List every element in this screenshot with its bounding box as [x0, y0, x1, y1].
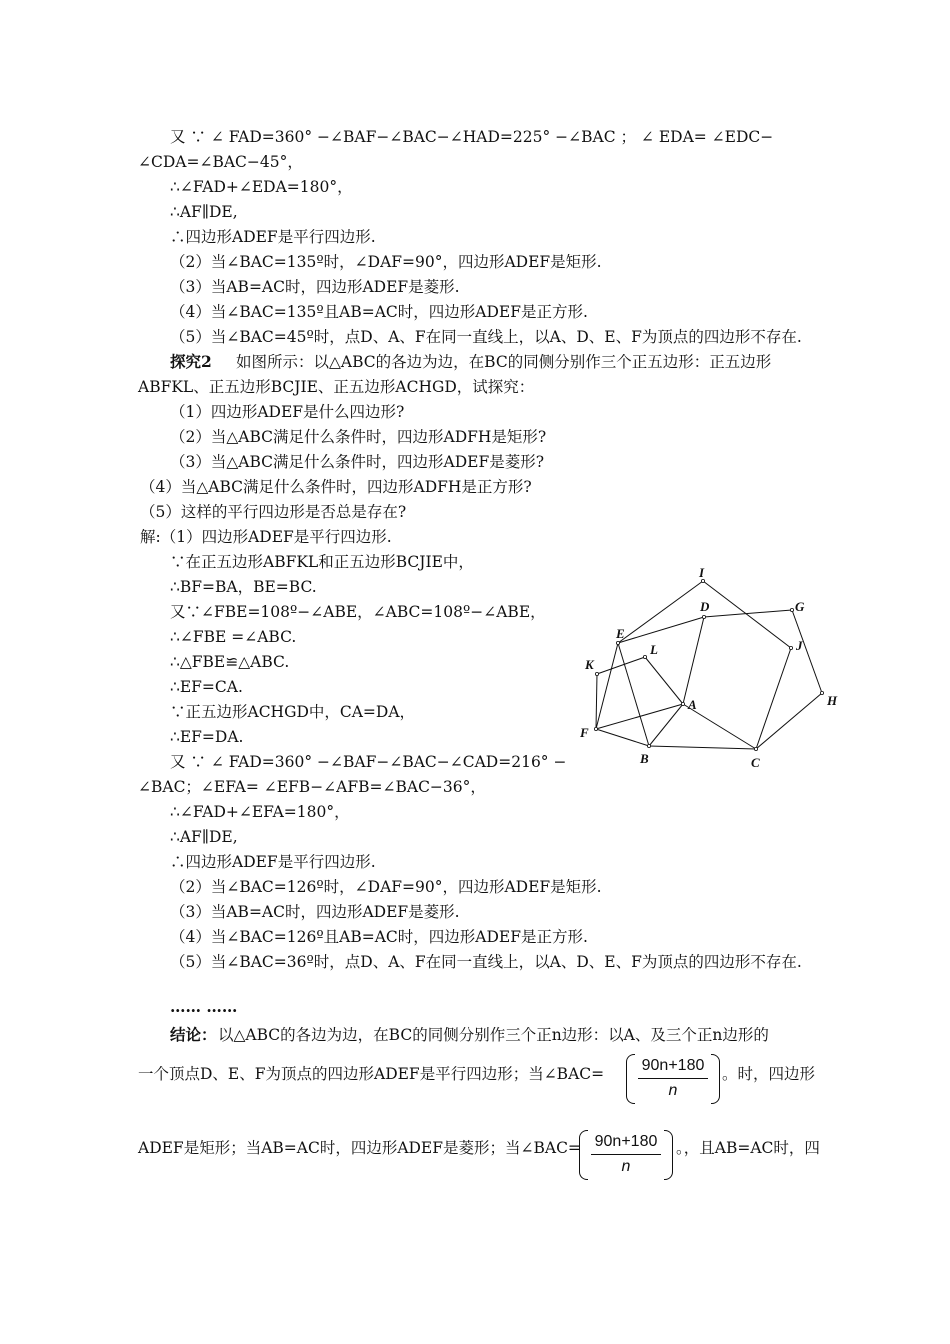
segment-DA: [683, 617, 704, 704]
solution-line-2: ∵在正五边形ABFKL和正五边形BCJIE中，: [170, 553, 474, 571]
fraction-denominator: n: [621, 1158, 631, 1175]
solution-line-9: ∴EF=DA.: [170, 728, 244, 746]
proof-line-2: ∠CDA=∠BAC−45°，: [138, 153, 303, 171]
fraction-bar: [638, 1078, 708, 1079]
solution-line-10: 又 ∵ ∠ FAD=360° −∠BAF−∠BAC−∠CAD=216° −: [170, 753, 567, 771]
segment-EF: [596, 643, 618, 729]
question-2: （2）当△ABC满足什么条件时，四边形ADFH是矩形?: [170, 428, 547, 446]
label-G: G: [795, 599, 805, 614]
right-paren: [664, 1130, 673, 1180]
segment-LA: [645, 657, 683, 704]
answer-2: （2）当∠BAC=135º时，∠DAF=90°，四边形ADEF是矩形.: [170, 253, 602, 271]
solution-answer-2: （2）当∠BAC=126º时，∠DAF=90°，四边形ADEF是矩形.: [170, 878, 602, 896]
solution-line-6: ∴△FBE≌△ABC.: [170, 653, 290, 671]
fraction-numerator: 90n+180: [641, 1057, 705, 1074]
solution-line-7: ∴EF=CA.: [170, 678, 243, 696]
label-F: F: [580, 725, 589, 740]
label-B: B: [640, 751, 649, 766]
conclusion-line-2-tail: 。时，四边形: [722, 1065, 816, 1083]
solution-answer-3: （3）当AB=AC时，四边形ADEF是菱形.: [170, 903, 460, 921]
label-H: H: [827, 693, 838, 708]
question-1: （1）四边形ADEF是什么四边形?: [170, 403, 405, 421]
conclusion-line-3-tail: 。，且AB=AC时，四: [676, 1139, 820, 1157]
conclusion-label: 结论：: [170, 1025, 217, 1044]
solution-line-3: ∴BF=BA，BE=BC.: [170, 578, 317, 596]
point-D: [702, 615, 705, 618]
conclusion-line-2: 一个顶点D、E、F为顶点的四边形ADEF是平行四边形；当∠BAC=: [138, 1065, 605, 1083]
segment-GD: [704, 610, 792, 617]
solution-line-13: ∴AF∥DE,: [170, 828, 238, 846]
fraction-2: [579, 1130, 673, 1178]
solution-line-12: ∴∠FAD+∠EFA=180°，: [170, 803, 350, 821]
solution-line-5: ∴∠FBE =∠ABC.: [170, 628, 297, 646]
conclusion-line-1: 以△ABC的各边为边，在BC的同侧分别作三个正n边形：以A、及三个正n边形的: [218, 1026, 769, 1044]
segment-KL: [597, 657, 645, 674]
solution-line-11: ∠BAC；∠EFA= ∠EFB−∠AFB=∠BAC−36°，: [138, 778, 486, 796]
question-3: （3）当△ABC满足什么条件时，四边形ADEF是菱形?: [170, 453, 545, 471]
proof-line-1: 又 ∵ ∠ FAD=360° −∠BAF−∠BAC−∠HAD=225° −∠BAC ； ∠ EDA= ∠EDC−: [170, 128, 774, 146]
solution-answer-5: （5）当∠BAC=36º时，点D、A、F在同一直线上，以A、D、E、F为顶点的四边形不存在.: [170, 953, 802, 971]
solution-line-14: ∴四边形ADEF是平行四边形.: [170, 853, 376, 871]
label-C: C: [751, 755, 760, 770]
solution-answer-4: （4）当∠BAC=126º且AB=AC时，四边形ADEF是正方形.: [170, 928, 588, 946]
segment-EI: [618, 581, 703, 643]
segment-IJ: [703, 581, 791, 648]
proof-line-4: ∴AF∥DE,: [170, 203, 238, 221]
fraction-1: [626, 1054, 720, 1102]
point-F: [594, 727, 597, 730]
question-4: （4）当△ABC满足什么条件时，四边形ADFH是正方形?: [140, 478, 532, 496]
right-paren: [711, 1054, 720, 1104]
label-L: L: [650, 642, 658, 657]
segment-ED: [618, 617, 704, 643]
proof-line-3: ∴∠FAD+∠EDA=180°，: [170, 178, 353, 196]
point-C: [754, 747, 757, 750]
point-E: [616, 641, 619, 644]
point-J: [789, 646, 792, 649]
point-B: [647, 744, 650, 747]
segment-FK: [596, 674, 597, 729]
point-K: [595, 672, 598, 675]
point-H: [820, 691, 823, 694]
answer-3: （3）当AB=AC时，四边形ADEF是菱形.: [170, 278, 460, 296]
answer-5: （5）当∠BAC=45º时，点D、A、F在同一直线上，以A、D、E、F为顶点的四边形不存在.: [170, 328, 802, 346]
label-K: K: [585, 657, 594, 672]
label-A: A: [688, 697, 697, 712]
segment-AB: [649, 704, 683, 746]
solution-line-1: 解:（1）四边形ADEF是平行四边形.: [140, 528, 392, 546]
segment-BC: [649, 746, 756, 749]
label-J: J: [796, 638, 803, 653]
label-I: I: [699, 565, 705, 580]
solution-line-8: ∵正五边形ACHGD中，CA=DA，: [170, 703, 416, 721]
explore-question-line-2: ABFKL、正五边形BCJIE、正五边形ACHGD，试探究：: [138, 378, 535, 396]
label-E: E: [616, 626, 625, 641]
label-D: D: [700, 599, 710, 614]
question-5: （5）这样的平行四边形是否总是存在?: [140, 503, 407, 521]
point-G: [790, 608, 793, 611]
segment-FA: [596, 704, 683, 729]
answer-4: （4）当∠BAC=135º且AB=AC时，四边形ADEF是正方形.: [170, 303, 588, 321]
explore-label: 探究2: [170, 352, 212, 371]
point-A: [681, 702, 684, 705]
fraction-bar: [591, 1154, 661, 1155]
ellipsis: …… ……: [170, 997, 238, 1016]
explore-question-line-1: 如图所示：以△ABC的各边为边，在BC的同侧分别作三个正五边形：正五边形: [236, 353, 772, 371]
proof-line-5: ∴四边形ADEF是平行四边形.: [170, 228, 376, 246]
conclusion-line-3: ADEF是矩形；当AB=AC时，四边形ADEF是菱形；当∠BAC=: [138, 1139, 581, 1157]
segment-FB: [596, 729, 649, 746]
point-L: [643, 655, 646, 658]
pentagon-figure: [575, 563, 845, 773]
solution-line-4: 又∵∠FBE=108º−∠ABE，∠ABC=108º−∠ABE，: [170, 603, 546, 621]
fraction-numerator: 90n+180: [594, 1133, 658, 1150]
fraction-denominator: n: [668, 1082, 678, 1099]
